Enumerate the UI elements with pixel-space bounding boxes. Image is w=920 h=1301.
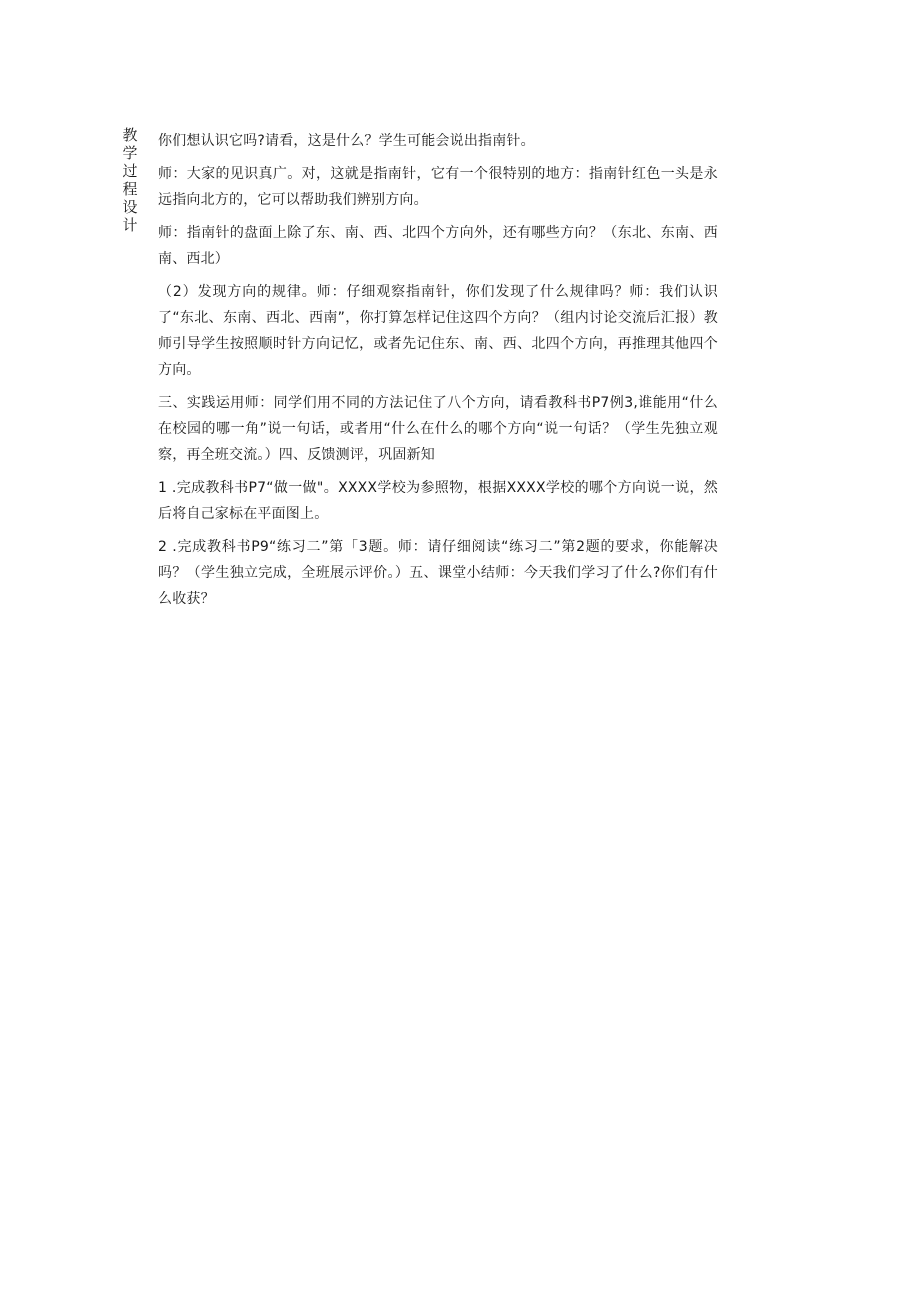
paragraph-intro: 你们想认识它吗?请看，这是什么？学生可能会说出指南针。 [158, 133, 535, 149]
document-body [158, 128, 718, 619]
paragraph-pattern: （2）发现方向的规律。师：仔细观察指南针，你们发现了什么规律吗？师：我们认识了“东北、东南、西北、西南”，你打算怎样记住这四个方向？（组内讨论交流后汇报）教师引导学生按照顺时针方向记忆，或者先记住东、南、西、北四个方向，再推理其他四个方向。 [158, 284, 718, 378]
paragraph-directions-question: 师：指南针的盘面上除了东、南、西、北四个方向外，还有哪些方向？（东北、东南、西南、西北） [158, 225, 718, 267]
section-side-label: 教学过程设计 [122, 126, 138, 234]
paragraph-exercise-1: 1 .完成教科书P7“做一做"。XXXX学校为参照物，根据XXXX学校的哪个方向说一说，然后将自己家标在平面图上。 [158, 480, 718, 522]
paragraph-exercise-2: 2 .完成教科书P9“练习二”第「3题。师：请仔细阅读“练习二”第2题的要求，你能解决吗？（学生独立完成，全班展示评价。）五、课堂小结师：今天我们学习了什么?你们有什么收获？ [158, 539, 718, 607]
paragraph-compass: 师：大家的见识真广。对，这就是指南针，它有一个很特别的地方：指南针红色一头是永远指向北方的，它可以帮助我们辨别方向。 [158, 166, 718, 208]
paragraph-practice: 三、实践运用师：同学们用不同的方法记住了八个方向，请看教科书P7例3,谁能用“什么在校园的哪一角”说一句话，或者用“什么在什么的哪个方向“说一句话？（学生先独立观察，再全班交流。）四、反馈测评，巩固新知 [158, 395, 718, 463]
